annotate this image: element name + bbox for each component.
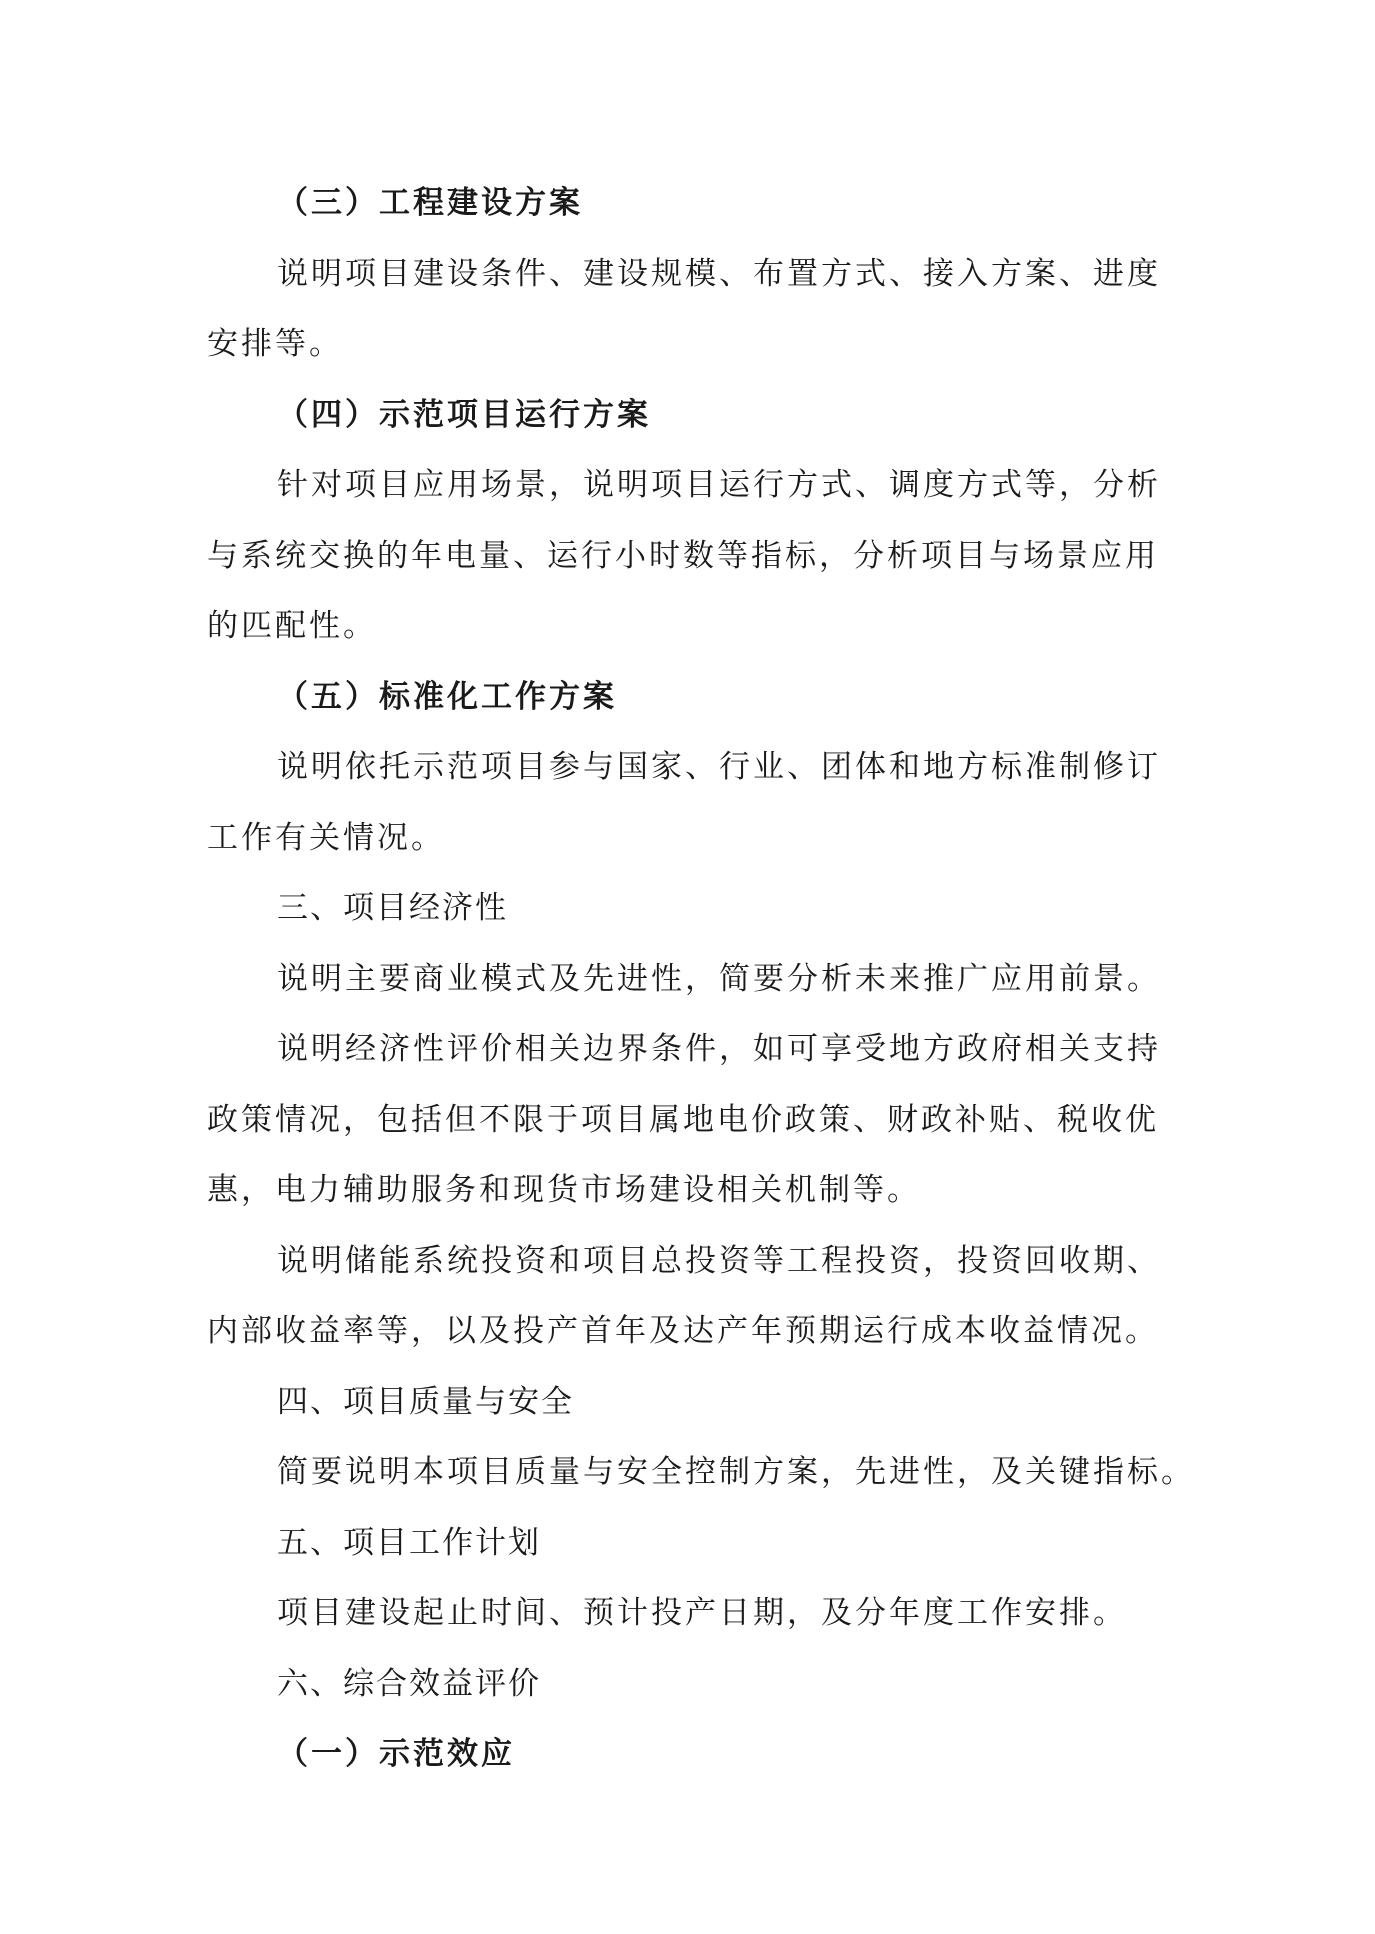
paragraph-line: 说明依托示范项目参与国家、行业、团体和地方标准制修订: [277, 749, 1161, 785]
section-heading-economics: 三、项目经济性: [277, 890, 508, 926]
paragraph-line: 与系统交换的年电量、运行小时数等指标，分析项目与场景应用: [207, 537, 1159, 574]
paragraph-line: 项目建设起止时间、预计投产日期，及分年度工作安排。: [277, 1595, 1127, 1631]
section-heading-demonstration-effect: （一）示范效应: [277, 1736, 515, 1772]
document-body: [207, 168, 1195, 1790]
paragraph-line: 说明主要商业模式及先进性，简要分析未来推广应用前景。: [277, 960, 1161, 997]
paragraph-line: 针对项目应用场景，说明项目运行方式、调度方式等，分析: [277, 467, 1161, 503]
paragraph-line: 说明储能系统投资和项目总投资等工程投资，投资回收期、: [277, 1242, 1161, 1279]
paragraph-line: 的匹配性。: [207, 608, 377, 644]
paragraph-line: 说明经济性评价相关边界条件，如可享受地方政府相关支持: [277, 1031, 1161, 1067]
paragraph-line: 安排等。: [207, 326, 343, 362]
section-heading-benefit-evaluation: 六、综合效益评价: [277, 1665, 541, 1702]
paragraph-line: 工作有关情况。: [207, 819, 445, 856]
paragraph-line: 政策情况，包括但不限于项目属地电价政策、财政补贴、税收优: [207, 1101, 1159, 1138]
paragraph-line: 内部收益率等，以及投产首年及达产年预期运行成本收益情况。: [207, 1313, 1159, 1349]
paragraph-line: 惠，电力辅助服务和现货市场建设相关机制等。: [207, 1172, 921, 1208]
section-heading-quality-safety: 四、项目质量与安全: [277, 1383, 574, 1420]
section-heading-work-plan: 五、项目工作计划: [277, 1524, 541, 1561]
section-heading-operation-plan: （四）示范项目运行方案: [277, 396, 651, 433]
paragraph-line: 说明项目建设条件、建设规模、布置方式、接入方案、进度: [277, 255, 1161, 292]
section-heading-engineering-plan: （三）工程建设方案: [277, 185, 583, 221]
paragraph-line: 简要说明本项目质量与安全控制方案，先进性，及关键指标。: [277, 1454, 1195, 1490]
section-heading-standardization-plan: （五）标准化工作方案: [277, 678, 617, 715]
